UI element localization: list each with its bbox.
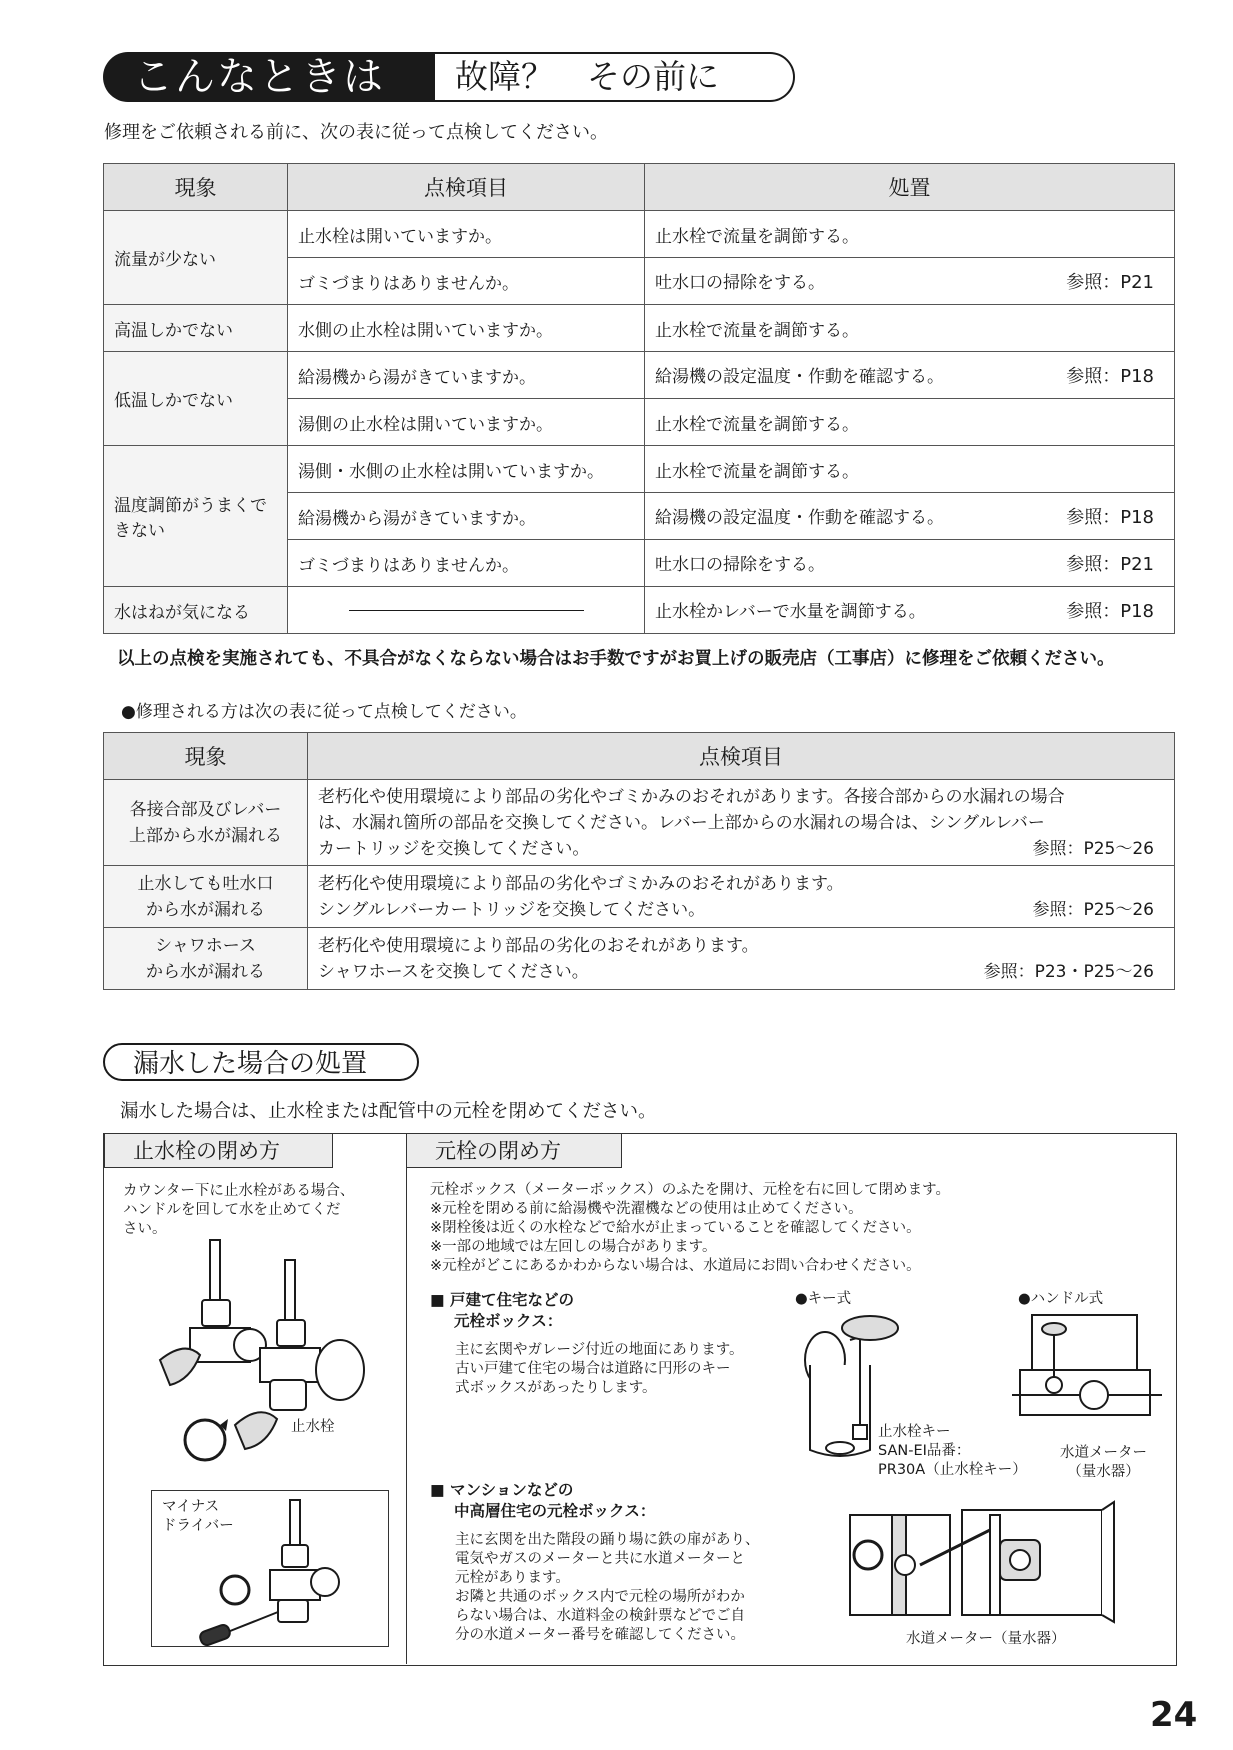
leak-intro-text: 漏水した場合は、止水栓または配管中の元栓を閉めてください。 xyxy=(120,1101,657,1122)
banner-subtitle: 故障？ その前に xyxy=(433,52,795,102)
page-number: 24 xyxy=(1150,1695,1198,1735)
check-cell: 止水栓は開いていますか。 xyxy=(288,211,645,258)
page-reference: 参照：P21 xyxy=(1066,272,1154,293)
handle-type-label: ●ハンドル式 xyxy=(1018,1291,1104,1307)
check-cell: 老朽化や使用環境により部品の劣化やゴミかみのおそれがあります。 シングルレバーカートリッジを交換してください。 参照：P25～26 xyxy=(308,866,1175,928)
troubleshoot-table xyxy=(103,163,1175,634)
action-cell: 止水栓で流量を調節する。 xyxy=(645,211,1175,258)
symptom-cell: 止水しても吐水口 から水が漏れる xyxy=(104,866,308,928)
header-symptom: 現象 xyxy=(104,733,308,780)
action-cell: 給湯機の設定温度・作動を確認する。 参照：P18 xyxy=(645,352,1175,399)
header-banner xyxy=(103,52,773,102)
table-row xyxy=(104,928,1175,990)
table-row xyxy=(104,780,1175,866)
check-cell: 老朽化や使用環境により部品の劣化のおそれがあります。 シャワホースを交換してください。 参照：P23・P25～26 xyxy=(308,928,1175,990)
house-box-text: 主に玄関やガレージ付近の地面にあります。 古い戸建て住宅の場合は道路に円形のキー 式ボックスがあったりします。 xyxy=(455,1342,744,1396)
stop-valve-label: 止水栓 xyxy=(291,1419,335,1435)
action-cell: 給湯機の設定温度・作動を確認する。 参照：P18 xyxy=(645,493,1175,540)
table-row xyxy=(104,587,1175,634)
check-cell: 水側の止水栓は開いていますか。 xyxy=(288,305,645,352)
check-cell xyxy=(288,587,645,634)
action-cell: 止水栓で流量を調節する。 xyxy=(645,399,1175,446)
action-cell: 止水栓で流量を調節する。 xyxy=(645,446,1175,493)
check-cell: ゴミづまりはありませんか。 xyxy=(288,258,645,305)
leak-section-title: 漏水した場合の処置 xyxy=(103,1043,419,1081)
action-cell: 吐水口の掃除をする。 参照：P21 xyxy=(645,540,1175,587)
tab-stop-valve: 止水栓の閉め方 xyxy=(104,1134,333,1168)
repairer-note: ●修理される方は次の表に従って点検してください。 xyxy=(121,702,527,722)
check-cell: 給湯機から湯がきていますか。 xyxy=(288,352,645,399)
table-header xyxy=(104,164,1175,211)
action-cell: 止水栓で流量を調節する。 xyxy=(645,305,1175,352)
header-symptom: 現象 xyxy=(104,164,288,211)
mansion-box-heading: ■ マンションなどの 中高層住宅の元栓ボックス： xyxy=(430,1481,656,1520)
check-cell: 湯側の止水栓は開いていますか。 xyxy=(288,399,645,446)
page-reference: 参照：P18 xyxy=(1066,601,1154,622)
table-row xyxy=(104,352,1175,399)
page-reference: 参照：P25～26 xyxy=(1032,838,1154,859)
repair-note: 以上の点検を実施されても、不具合がなくならない場合はお手数ですがお買上げの販売店（工事店）に修理をご依頼ください。 xyxy=(117,649,1115,669)
screwdriver-illustration xyxy=(200,1500,380,1645)
mansion-meter-caption: 水道メーター（量水器） xyxy=(906,1631,1066,1647)
page-reference: 参照：P23・P25～26 xyxy=(983,961,1154,982)
stop-valve-instructions: カウンター下に止水栓がある場合、 ハンドルを回して水を止めてくだ さい。 xyxy=(123,1183,355,1237)
table-row xyxy=(104,866,1175,928)
check-cell: 湯側・水側の止水栓は開いていますか。 xyxy=(288,446,645,493)
symptom-cell: 各接合部及びレバー 上部から水が漏れる xyxy=(104,780,308,866)
symptom-cell: 流量が少ない xyxy=(104,211,288,305)
symptom-cell: シャワホース から水が漏れる xyxy=(104,928,308,990)
check-cell: ゴミづまりはありませんか。 xyxy=(288,540,645,587)
stop-valve-illustration xyxy=(150,1240,390,1470)
symptom-cell: 低温しかでない xyxy=(104,352,288,446)
check-cell: 給湯機から湯がきていますか。 xyxy=(288,493,645,540)
key-caption: 止水栓キー SAN-EI品番： PR30A（止水栓キー） xyxy=(878,1424,1027,1478)
key-type-label: ●キー式 xyxy=(795,1291,852,1307)
action-cell: 止水栓かレバーで水量を調節する。 参照：P18 xyxy=(645,587,1175,634)
column-divider xyxy=(406,1133,407,1664)
mansion-box-text: 主に玄関を出た階段の踊り場に鉄の扉があり、 電気やガスのメーターと共に水道メーターと 元栓があります。 お隣と共通のボックス内で元栓の場所がわか らない場合は、水道料金の検針票などでご自 分の水道メーター番号を確認してください。 xyxy=(455,1532,760,1643)
page-reference: 参照：P25～26 xyxy=(1032,899,1154,920)
main-valve-instructions: 元栓ボックス（メーターボックス）のふたを開け、元栓を右に回して閉めます。 ※元栓を閉める前に給湯機や洗濯機などの使用は止めてください。 ※閉栓後は近くの水栓などで給水が止まっていることを確認してください。 ※一部の地域では左回しの場合があります。 ※元栓がどこにあるかわからない場合は、水道局にお問い合わせください。 xyxy=(430,1182,950,1274)
tab-main-valve: 元栓の閉め方 xyxy=(407,1134,622,1168)
symptom-cell: 高温しかでない xyxy=(104,305,288,352)
page-reference: 参照：P18 xyxy=(1066,366,1154,387)
table-header xyxy=(104,733,1175,780)
check-cell: 老朽化や使用環境により部品の劣化やゴミかみのおそれがあります。各接合部からの水漏れの場合 は、水漏れ箇所の部品を交換してください。レバー上部からの水漏れの場合は、シングルレバー カートリッジを交換してください。 参照：P25～26 xyxy=(308,780,1175,866)
symptom-cell: 水はねが気になる xyxy=(104,587,288,634)
header-check: 点検項目 xyxy=(308,733,1175,780)
action-cell: 吐水口の掃除をする。 参照：P21 xyxy=(645,258,1175,305)
house-box-heading: ■ 戸建て住宅などの 元栓ボックス： xyxy=(430,1291,575,1330)
driver-label: マイナス ドライバー xyxy=(162,1499,234,1534)
meter-caption: 水道メーター （量水器） xyxy=(1060,1445,1147,1480)
page-reference: 参照：P18 xyxy=(1066,507,1154,528)
table-row xyxy=(104,305,1175,352)
intro-text: 修理をご依頼される前に、次の表に従って点検してください。 xyxy=(104,122,608,143)
symptom-cell: 温度調節がうまくできない xyxy=(104,446,288,587)
repair-table xyxy=(103,732,1175,990)
header-action: 処置 xyxy=(645,164,1175,211)
handle-box-illustration xyxy=(1012,1315,1162,1420)
header-check: 点検項目 xyxy=(288,164,645,211)
table-row xyxy=(104,211,1175,258)
banner-title: こんなときは xyxy=(103,52,435,102)
table-row xyxy=(104,446,1175,493)
dash-line xyxy=(349,610,584,611)
page-reference: 参照：P21 xyxy=(1066,554,1154,575)
mansion-box-illustration xyxy=(850,1505,1110,1620)
